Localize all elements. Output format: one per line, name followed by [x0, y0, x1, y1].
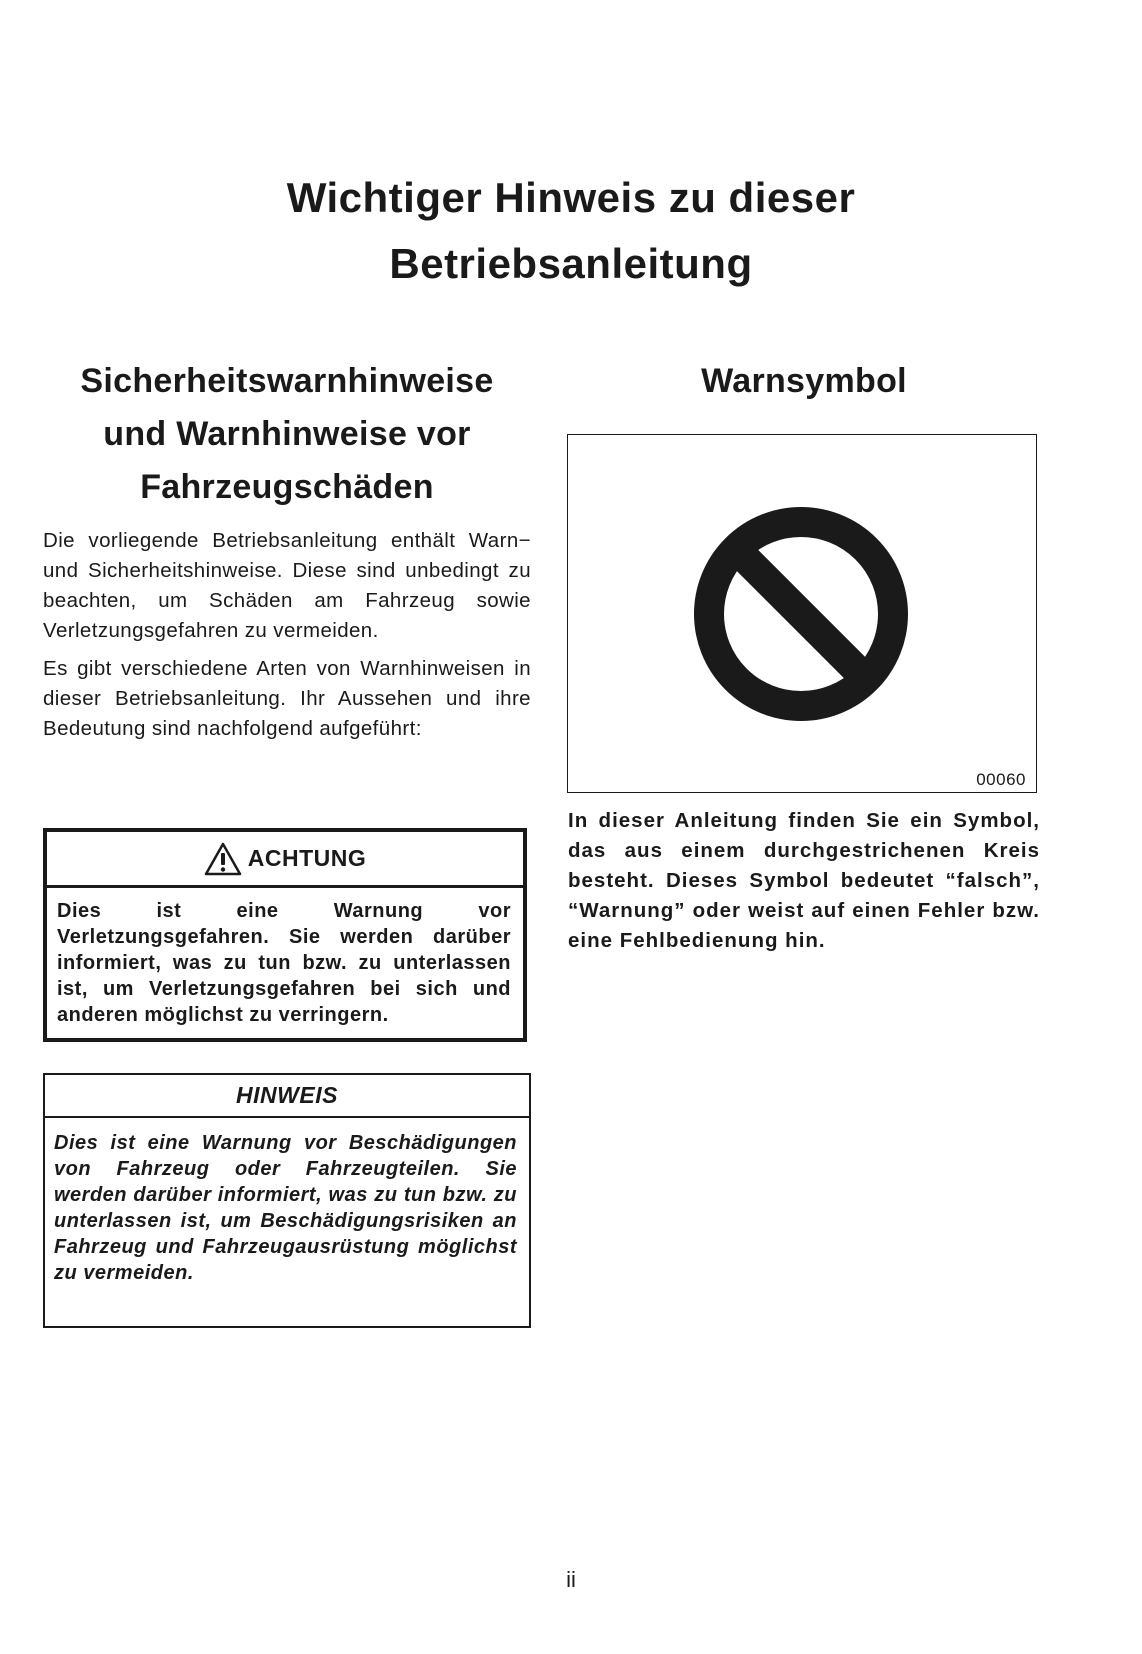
hinweis-header — [45, 1075, 529, 1118]
hinweis-label: HINWEIS — [236, 1082, 338, 1108]
achtung-warning-box — [43, 828, 527, 1042]
safety-section-body — [43, 526, 531, 744]
safety-heading-line-2: und Warnhinweise vor — [103, 415, 471, 453]
prohibition-icon — [694, 507, 908, 721]
achtung-header — [47, 832, 523, 888]
left-column — [43, 355, 531, 752]
intro-paragraph: Die vorliegende Betriebsanleitung enthält Warn− und Sicherheitshinweise. Diese sind unbedingt zu beachten, um Schäden am Fahrzeug sowie Verletzungsgefahren zu vermeiden. — [43, 529, 531, 642]
warnsymbol-description: In dieser Anleitung finden Sie ein Symbol, das aus einem durchgestrichenen Kreis besteht. Dieses Symbol bedeutet “falsch”, “Warnung” oder weist auf einen Fehler bzw. eine Fehlbedienung hin. — [568, 809, 1040, 952]
achtung-text: Dies ist eine Warnung vor Verletzungsgefahren. Sie werden darüber informiert, was zu tun bzw. zu unterlassen ist, um Verletzungsgefahren bei sich und anderen möglichst zu verringern. — [57, 900, 511, 1026]
achtung-label: ACHTUNG — [247, 845, 367, 871]
warning-triangle-icon — [204, 841, 242, 877]
right-column — [568, 355, 1040, 408]
warnsymbol-heading: Warnsymbol — [701, 362, 907, 400]
warning-types-paragraph: Es gibt verschiedene Arten von Warnhinweisen in dieser Betriebsanleitung. Ihr Aussehen und ihre Bedeutung sind nachfolgend aufgeführt: — [43, 657, 531, 740]
warnsymbol-figure — [567, 434, 1037, 793]
safety-heading-line-1: Sicherheitswarnhinweise — [80, 362, 494, 400]
hinweis-notice-box — [43, 1073, 531, 1328]
safety-heading-line-3: Fahrzeugschäden — [140, 468, 434, 506]
figure-id: 00060 — [976, 770, 1026, 789]
page-title-line-2: Betriebsanleitung — [389, 240, 753, 287]
safety-section-heading — [43, 355, 531, 514]
page-number: ii — [566, 1567, 576, 1592]
hinweis-text: Dies ist eine Warnung vor Beschädigungen von Fahrzeug oder Fahrzeugteilen. Sie werden darüber informiert, was zu tun bzw. zu unterlassen ist, um Beschädigungsrisiken an Fahrzeug und Fahrzeugausrüstung möglichst zu vermeiden. — [54, 1132, 517, 1284]
page-title-line-1: Wichtiger Hinweis zu dieser — [286, 174, 856, 221]
page-title — [0, 165, 1142, 297]
